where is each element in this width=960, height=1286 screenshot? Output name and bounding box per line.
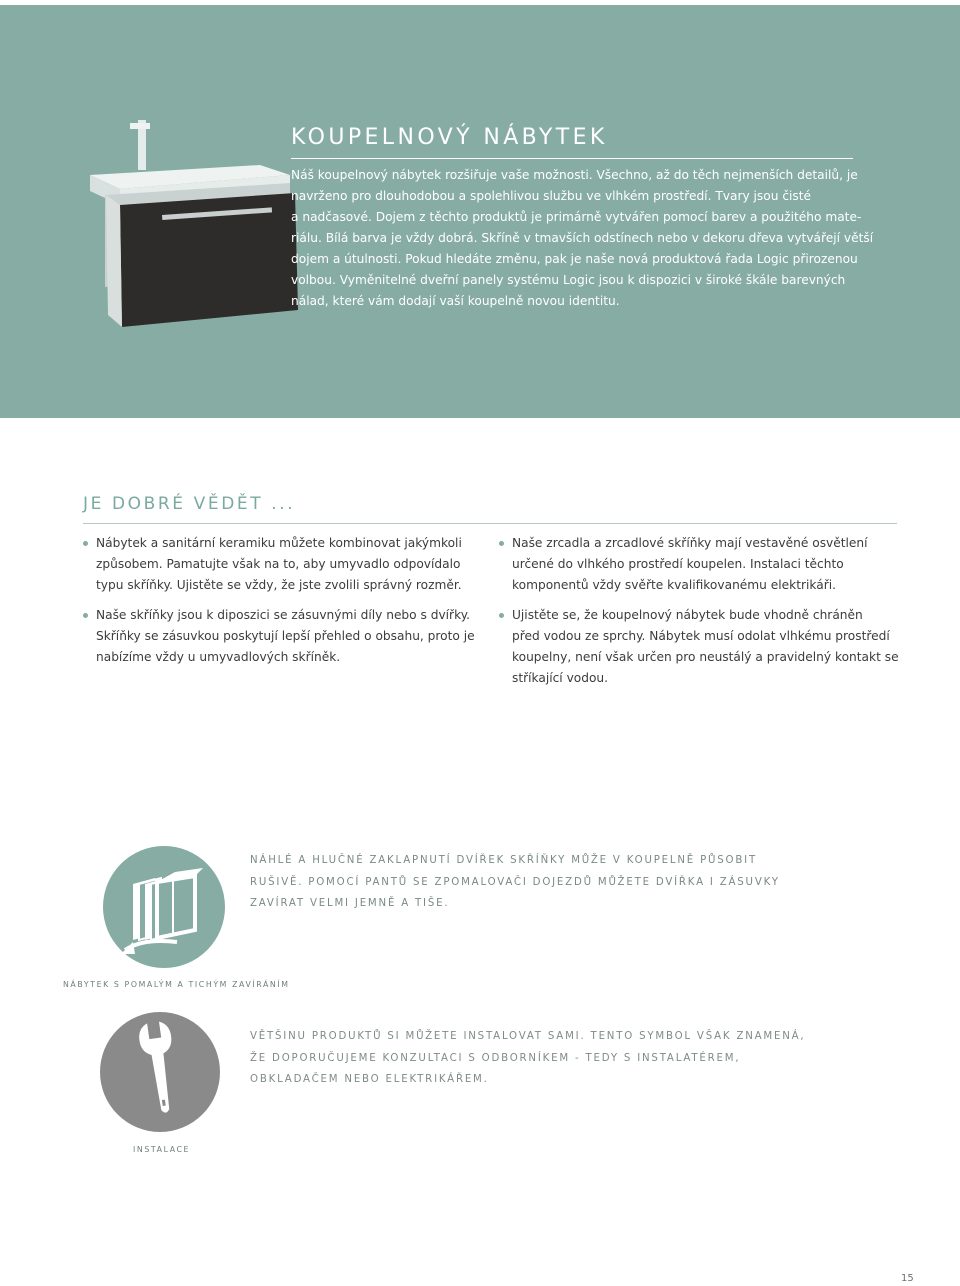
notice-line: RUŠIVĚ. POMOCÍ PANTŮ SE ZPOMALOVAČI DOJEZDŮ MŮŽETE DVÍŘKA I ZÁSUVKY — [250, 876, 780, 888]
bullet-line: Skříňky se zásuvkou poskytují lepší přehled o obsahu, proto je — [96, 629, 475, 643]
bullet-dot-icon — [499, 613, 504, 618]
hero-line: dojem a útulnosti. Pokud hledáte změnu, pak je naše nová produktová řada Logic přirozenou — [291, 252, 858, 266]
bullet-item — [83, 605, 473, 668]
bullet-line: Naše skříňky jsou k diposzici se zásuvnými díly nebo s dvířky. — [96, 608, 471, 622]
good-to-know-left-column — [83, 533, 473, 677]
vanity-unit-photo — [70, 65, 310, 385]
bullet-line: Naše zrcadla a zrcadlové skříňky mají vestavěné osvětlení — [512, 536, 868, 550]
soft-close-drawer-icon — [103, 846, 225, 968]
notice-line: ZAVÍRAT VELMI JEMNĚ A TIŠE. — [250, 898, 450, 909]
bullet-line: koupelny, není však určen pro neustálý a pravidelný kontakt se — [512, 650, 899, 664]
bullet-dot-icon — [83, 541, 88, 546]
wrench-icon — [100, 1012, 220, 1132]
bullet-line: způsobem. Pamatujte však na to, aby umyvadlo odpovídalo — [96, 557, 461, 571]
bullet-item — [83, 533, 473, 596]
bullet-line: určené do vlhkého prostředí koupelen. Instalaci těchto — [512, 557, 844, 571]
notice-line: VĚTŠINU PRODUKTŮ SI MŮŽETE INSTALOVAT SAMI. TENTO SYMBOL VŠAK ZNAMENÁ, — [250, 1031, 806, 1042]
hero-line: a nadčasové. Dojem z těchto produktů je primárně vytvářen pomocí barev a použitého mate- — [291, 210, 862, 224]
bullet-line: komponentů vždy svěřte kvalifikovanému elektrikáři. — [512, 578, 836, 592]
bullet-item — [499, 605, 899, 689]
hero-banner — [0, 5, 960, 418]
installation-label: INSTALACE — [133, 1145, 191, 1154]
soft-close-label: NÁBYTEK S POMALÝM A TICHÝM ZAVÍRÁNÍM — [63, 980, 290, 989]
hero-line: nálad, které vám dodají vaší koupelně novou identitu. — [291, 294, 620, 308]
hero-text-block — [291, 125, 874, 312]
bullet-line: stříkající vodou. — [512, 671, 609, 685]
page-number: 15 — [901, 1273, 914, 1284]
hero-line: navrženo pro dlouhodobou a spolehlivou službu ve vlhkém prostředí. Tvary jsou čisté — [291, 189, 812, 203]
notice-line: ŽE DOPORUČUJEME KONZULTACI S ODBORNÍKEM - TEDY S INSTALATÉREM, — [250, 1052, 741, 1064]
bullet-line: Nábytek a sanitární keramiku můžete kombinovat jakýmkoli — [96, 536, 462, 550]
hero-paragraph — [291, 165, 874, 312]
bullet-item — [499, 533, 889, 596]
bullet-line: nabízíme vždy u umyvadlových skříněk. — [96, 650, 341, 664]
hero-line: Náš koupelnový nábytek rozšiřuje vaše možnosti. Všechno, až do těch nejmenších detailů, je — [291, 168, 858, 182]
bullet-dot-icon — [83, 613, 88, 618]
notice-line: NÁHLÉ A HLUČNÉ ZAKLAPNUTÍ DVÍŘEK SKŘÍŇKY MŮŽE V KOUPELNĚ PŮSOBIT — [250, 855, 757, 866]
soft-close-notice — [250, 850, 780, 915]
notice-line: OBKLADAČEM NEBO ELEKTRIKÁŘEM. — [250, 1074, 489, 1085]
bullet-dot-icon — [499, 541, 504, 546]
good-to-know-title: JE DOBRÉ VĚDĚT ... — [83, 494, 897, 524]
bullet-line: typu skříňky. Ujistěte se vždy, že jste zvolili správný rozměr. — [96, 578, 462, 592]
hero-line: volbou. Vyměnitelné dveřní panely systému Logic jsou k dispozici v široké škále barevných — [291, 273, 846, 287]
bullet-line: Ujistěte se, že koupelnový nábytek bude vhodně chráněn — [512, 608, 863, 622]
installation-notice — [250, 1026, 805, 1091]
good-to-know-right-column — [499, 533, 899, 698]
bullet-line: před vodou ze sprchy. Nábytek musí odolat vlhkému prostředí — [512, 629, 890, 643]
hero-line: riálu. Bílá barva je vždy dobrá. Skříně v tmavších odstínech nebo v dekoru dřeva vytvářejí větší — [291, 231, 874, 245]
section-title: KOUPELNOVÝ NÁBYTEK — [291, 125, 853, 159]
